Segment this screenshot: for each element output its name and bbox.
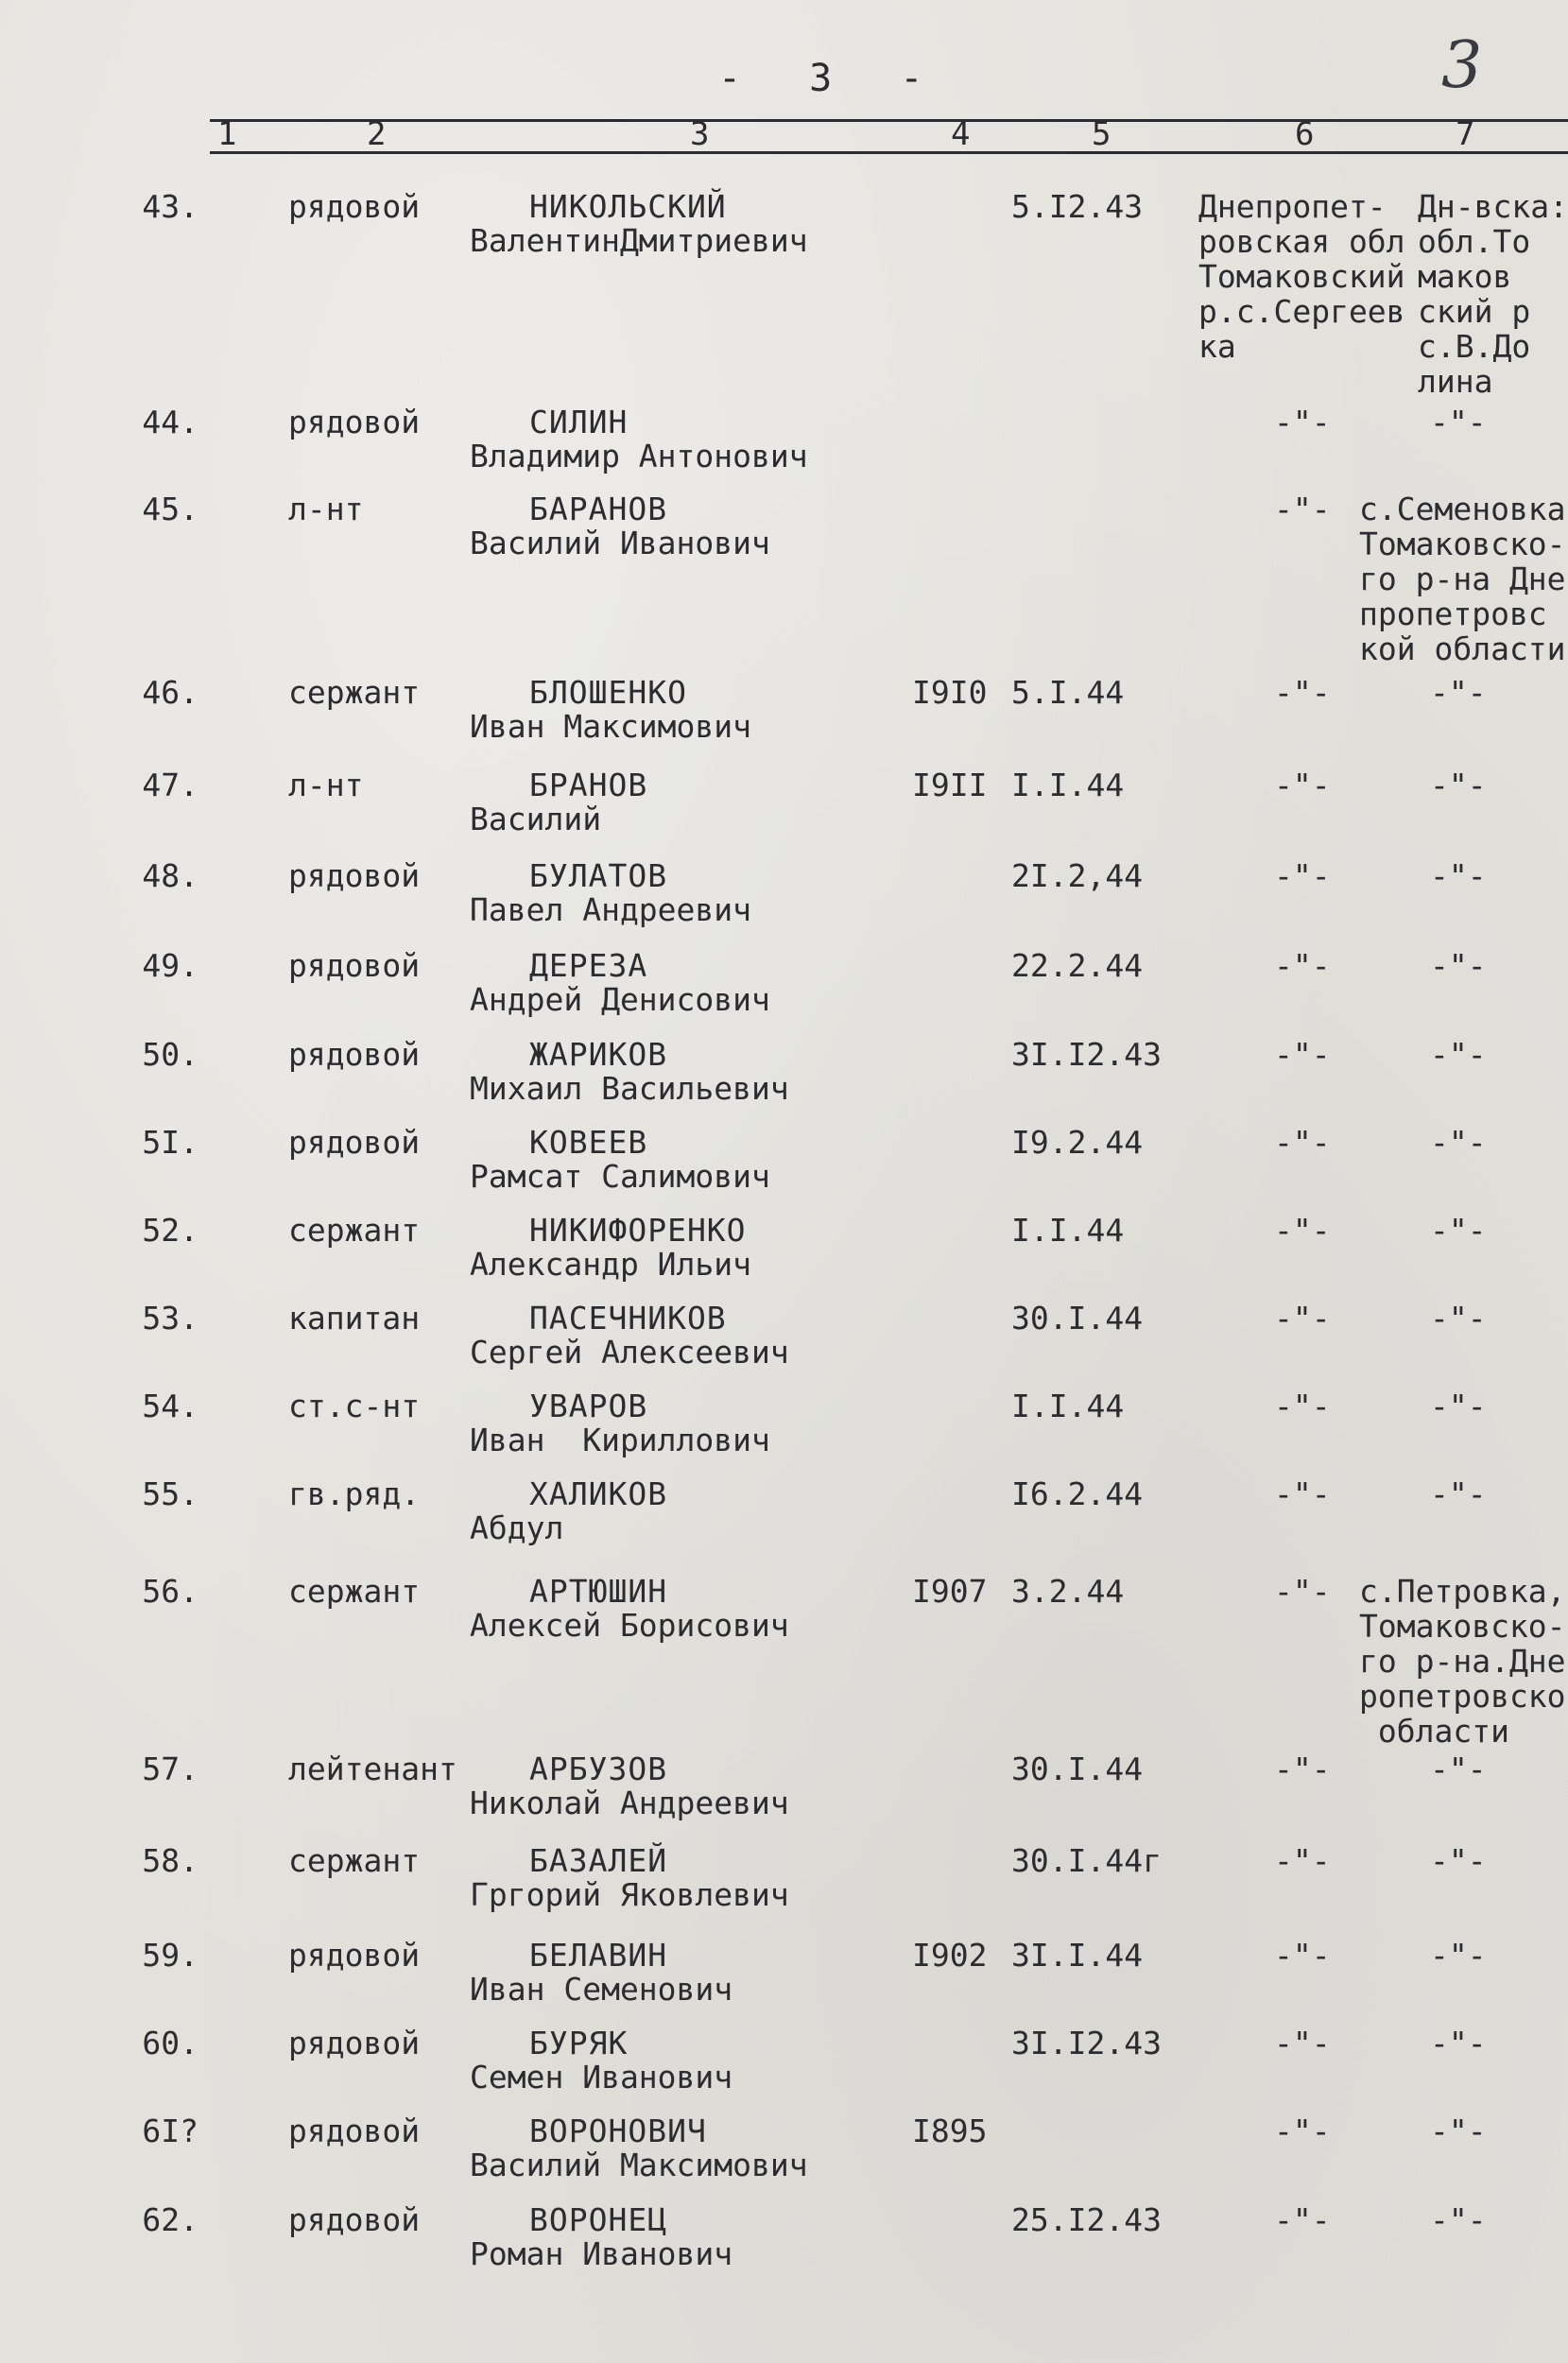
record-place-col7-line: с.В.До (1418, 328, 1531, 365)
record-rank: рядовой (288, 857, 421, 894)
record-place-col7-line: с.Семеновка (1359, 491, 1566, 527)
record-surname: НИКОЛЬСКИЙ (529, 188, 727, 225)
column-header-6: 6 (1295, 115, 1315, 153)
record-place-col6-line: -"- (1274, 1388, 1331, 1424)
record-date: 3I.I2.43 (1011, 1036, 1162, 1073)
record-date: 30.I.44 (1011, 1751, 1144, 1787)
record-place-col7-line: -"- (1430, 1124, 1487, 1161)
record-given-name: Алексей Борисович (470, 1607, 789, 1644)
record-given-name: Андрей Денисович (470, 981, 770, 1018)
record-place-col6-line: Томаковский (1198, 258, 1405, 295)
record-place-col6-line: Днепропет- (1198, 188, 1387, 225)
record-surname: БУЛАТОВ (529, 857, 668, 894)
record-given-name: Василий Максимович (470, 2147, 808, 2183)
record-number: 47. (142, 767, 198, 803)
record-given-name: Сергей Алексеевич (470, 1334, 789, 1371)
record-place-col7-line: -"- (1430, 2025, 1487, 2061)
record-rank: рядовой (288, 947, 421, 984)
record-date: 5.I.44 (1011, 674, 1125, 711)
record-rank: ст.с-нт (288, 1388, 421, 1424)
record-rank: рядовой (288, 188, 421, 225)
record-surname: АРТЮШИН (529, 1573, 668, 1610)
record-surname: СИЛИН (529, 404, 629, 440)
record-given-name: Иван Максимович (470, 708, 752, 745)
record-surname: ВОРОНОВИЧ (529, 2113, 707, 2149)
record-given-name: Иван Семенович (470, 1971, 733, 2008)
record-place-col7-line: -"- (1430, 2201, 1487, 2238)
record-given-name: Александр Ильич (470, 1246, 752, 1283)
record-place-col7-line: -"- (1430, 1300, 1487, 1337)
record-birth-year: I902 (912, 1937, 988, 1974)
record-given-name: Иван Кириллович (470, 1422, 770, 1458)
record-place-col7-line: -"- (1430, 947, 1487, 984)
record-rank: рядовой (288, 2025, 421, 2061)
record-place-col6-line: -"- (1274, 1300, 1331, 1337)
record-surname: ХАЛИКОВ (529, 1475, 668, 1512)
record-place-col6-line: -"- (1274, 2025, 1331, 2061)
record-given-name: Василий (470, 801, 602, 837)
record-surname: АРБУЗОВ (529, 1751, 668, 1787)
record-place-col6-line: ка (1198, 328, 1236, 365)
record-place-col7-line: пропетровс (1359, 595, 1547, 632)
record-number: 58. (142, 1842, 198, 1879)
column-header-5: 5 (1092, 115, 1111, 153)
record-place-col6-line: -"- (1274, 1573, 1331, 1610)
record-number: 52. (142, 1212, 198, 1249)
record-number: 56. (142, 1573, 198, 1610)
record-place-col7-line: Томаковско- (1359, 1608, 1566, 1645)
record-place-col6-line: -"- (1274, 1212, 1331, 1249)
record-place-col7-line: Дн-вска: (1418, 188, 1568, 225)
header-rule-top (210, 119, 1568, 122)
record-birth-year: I895 (912, 2113, 988, 2149)
record-place-col7-line: -"- (1430, 1036, 1487, 1073)
record-number: 55. (142, 1475, 198, 1512)
record-rank: л-нт (288, 767, 364, 803)
record-number: 54. (142, 1388, 198, 1424)
record-given-name: Семен Иванович (470, 2059, 733, 2096)
record-place-col7-line: -"- (1430, 1937, 1487, 1974)
record-surname: БЕЛАВИН (529, 1937, 668, 1974)
record-place-col6-line: -"- (1274, 947, 1331, 984)
record-place-col6-line: -"- (1274, 1475, 1331, 1512)
record-date: 5.I2.43 (1011, 188, 1144, 225)
record-rank: сержант (288, 1573, 421, 1610)
record-date: I.I.44 (1011, 1388, 1125, 1424)
record-rank: сержант (288, 674, 421, 711)
record-number: 59. (142, 1937, 198, 1974)
record-date: I9.2.44 (1011, 1124, 1144, 1161)
record-given-name: Абдул (470, 1509, 564, 1546)
record-place-col7-line: го р-на Дне (1359, 561, 1566, 597)
record-number: 53. (142, 1300, 198, 1337)
record-given-name: ВалентинДмитриевич (470, 222, 808, 259)
record-birth-year: I9II (912, 767, 988, 803)
record-rank: лейтенант (288, 1751, 457, 1787)
record-place-col7-line: -"- (1430, 1475, 1487, 1512)
header-rule-bottom (210, 151, 1568, 154)
record-place-col7-line: маков (1418, 258, 1512, 295)
record-surname: БАЗАЛЕЙ (529, 1842, 668, 1879)
record-date: 3.2.44 (1011, 1573, 1125, 1610)
record-place-col6-line: -"- (1274, 2201, 1331, 2238)
record-rank: сержант (288, 1842, 421, 1879)
record-surname: БУРЯК (529, 2025, 629, 2061)
record-number: 49. (142, 947, 198, 984)
record-surname: ЖАРИКОВ (529, 1036, 668, 1073)
record-date: 22.2.44 (1011, 947, 1144, 984)
record-place-col7-line: -"- (1430, 2113, 1487, 2149)
record-date: I.I.44 (1011, 1212, 1125, 1249)
record-given-name: Павел Андреевич (470, 891, 752, 928)
record-place-col6-line: -"- (1274, 2113, 1331, 2149)
record-place-col6-line: -"- (1274, 674, 1331, 711)
record-place-col7-line: с.Петровка, (1359, 1573, 1566, 1610)
column-header-3: 3 (690, 115, 710, 153)
record-number: 6I? (142, 2113, 198, 2149)
record-surname: ДЕРЕЗА (529, 947, 648, 984)
record-rank: сержант (288, 1212, 421, 1249)
record-given-name: Владимир Антонович (470, 438, 808, 474)
record-place-col6-line: -"- (1274, 857, 1331, 894)
record-surname: БРАНОВ (529, 767, 648, 803)
record-place-col7-line: -"- (1430, 674, 1487, 711)
page-number: - 3 - (718, 57, 946, 100)
record-place-col6-line: р.с.Сергеев (1198, 293, 1405, 330)
record-given-name: Михаил Васильевич (470, 1070, 789, 1107)
record-date: 30.I.44г (1011, 1842, 1162, 1879)
record-rank: л-нт (288, 491, 364, 527)
record-given-name: Рамсат Салимович (470, 1158, 770, 1195)
record-place-col7-line: ский р (1418, 293, 1531, 330)
record-date: 2I.2,44 (1011, 857, 1144, 894)
record-surname: БЛОШЕНКО (529, 674, 687, 711)
record-place-col7-line: -"- (1430, 1212, 1487, 1249)
record-place-col7-line: Томаковско- (1359, 526, 1566, 562)
record-place-col6-line: -"- (1274, 1842, 1331, 1879)
record-given-name: Василий Иванович (470, 525, 770, 561)
handwritten-page-number: 3 (1441, 28, 1483, 103)
record-given-name: Гргорий Яковлевич (470, 1876, 789, 1913)
record-place-col7-line: -"- (1430, 1388, 1487, 1424)
record-rank: рядовой (288, 2113, 421, 2149)
record-number: 45. (142, 491, 198, 527)
record-surname: БАРАНОВ (529, 491, 668, 527)
record-number: 44. (142, 404, 198, 440)
column-header-2: 2 (367, 115, 387, 153)
record-place-col6-line: -"- (1274, 1124, 1331, 1161)
record-birth-year: I907 (912, 1573, 988, 1610)
record-surname: НИКИФОРЕНКО (529, 1212, 747, 1249)
record-given-name: Роман Иванович (470, 2235, 733, 2272)
record-place-col7-line: -"- (1430, 1842, 1487, 1879)
record-surname: ВОРОНЕЦ (529, 2201, 668, 2238)
record-place-col7-line: области (1359, 1713, 1509, 1750)
record-rank: капитан (288, 1300, 421, 1337)
record-place-col7-line: ропетровско (1359, 1678, 1566, 1715)
record-place-col6-line: -"- (1274, 767, 1331, 803)
record-surname: УВАРОВ (529, 1388, 648, 1424)
record-place-col6-line: -"- (1274, 491, 1331, 527)
column-header-1: 1 (217, 115, 237, 153)
record-rank: рядовой (288, 2201, 421, 2238)
record-number: 46. (142, 674, 198, 711)
record-place-col6-line: -"- (1274, 1036, 1331, 1073)
record-place-col7-line: лина (1418, 363, 1493, 400)
record-surname: ПАСЕЧНИКОВ (529, 1300, 727, 1337)
record-place-col6-line: -"- (1274, 404, 1331, 440)
record-birth-year: I9I0 (912, 674, 988, 711)
record-rank: рядовой (288, 404, 421, 440)
record-number: 60. (142, 2025, 198, 2061)
record-place-col7-line: обл.То (1418, 223, 1531, 260)
record-rank: гв.ряд. (288, 1475, 421, 1512)
record-number: 48. (142, 857, 198, 894)
record-rank: рядовой (288, 1937, 421, 1974)
record-number: 62. (142, 2201, 198, 2238)
record-date: I6.2.44 (1011, 1475, 1144, 1512)
record-place-col7-line: кой области (1359, 630, 1566, 667)
record-date: 3I.I2.43 (1011, 2025, 1162, 2061)
column-header-4: 4 (951, 115, 971, 153)
record-rank: рядовой (288, 1124, 421, 1161)
record-place-col6-line: -"- (1274, 1751, 1331, 1787)
record-date: 30.I.44 (1011, 1300, 1144, 1337)
record-number: 43. (142, 188, 198, 225)
record-place-col7-line: -"- (1430, 1751, 1487, 1787)
record-rank: рядовой (288, 1036, 421, 1073)
record-surname: КОВЕЕВ (529, 1124, 648, 1161)
column-header-7: 7 (1456, 115, 1475, 153)
record-date: 3I.I.44 (1011, 1937, 1144, 1974)
record-place-col7-line: -"- (1430, 857, 1487, 894)
record-given-name: Николай Андреевич (470, 1785, 789, 1821)
record-place-col6-line: -"- (1274, 1937, 1331, 1974)
record-number: 5I. (142, 1124, 198, 1161)
record-place-col6-line: ровская обл (1198, 223, 1405, 260)
record-place-col7-line: -"- (1430, 767, 1487, 803)
record-place-col7-line: го р-на.Дне (1359, 1643, 1566, 1680)
record-number: 57. (142, 1751, 198, 1787)
record-date: I.I.44 (1011, 767, 1125, 803)
record-number: 50. (142, 1036, 198, 1073)
record-date: 25.I2.43 (1011, 2201, 1162, 2238)
record-place-col7-line: -"- (1430, 404, 1487, 440)
